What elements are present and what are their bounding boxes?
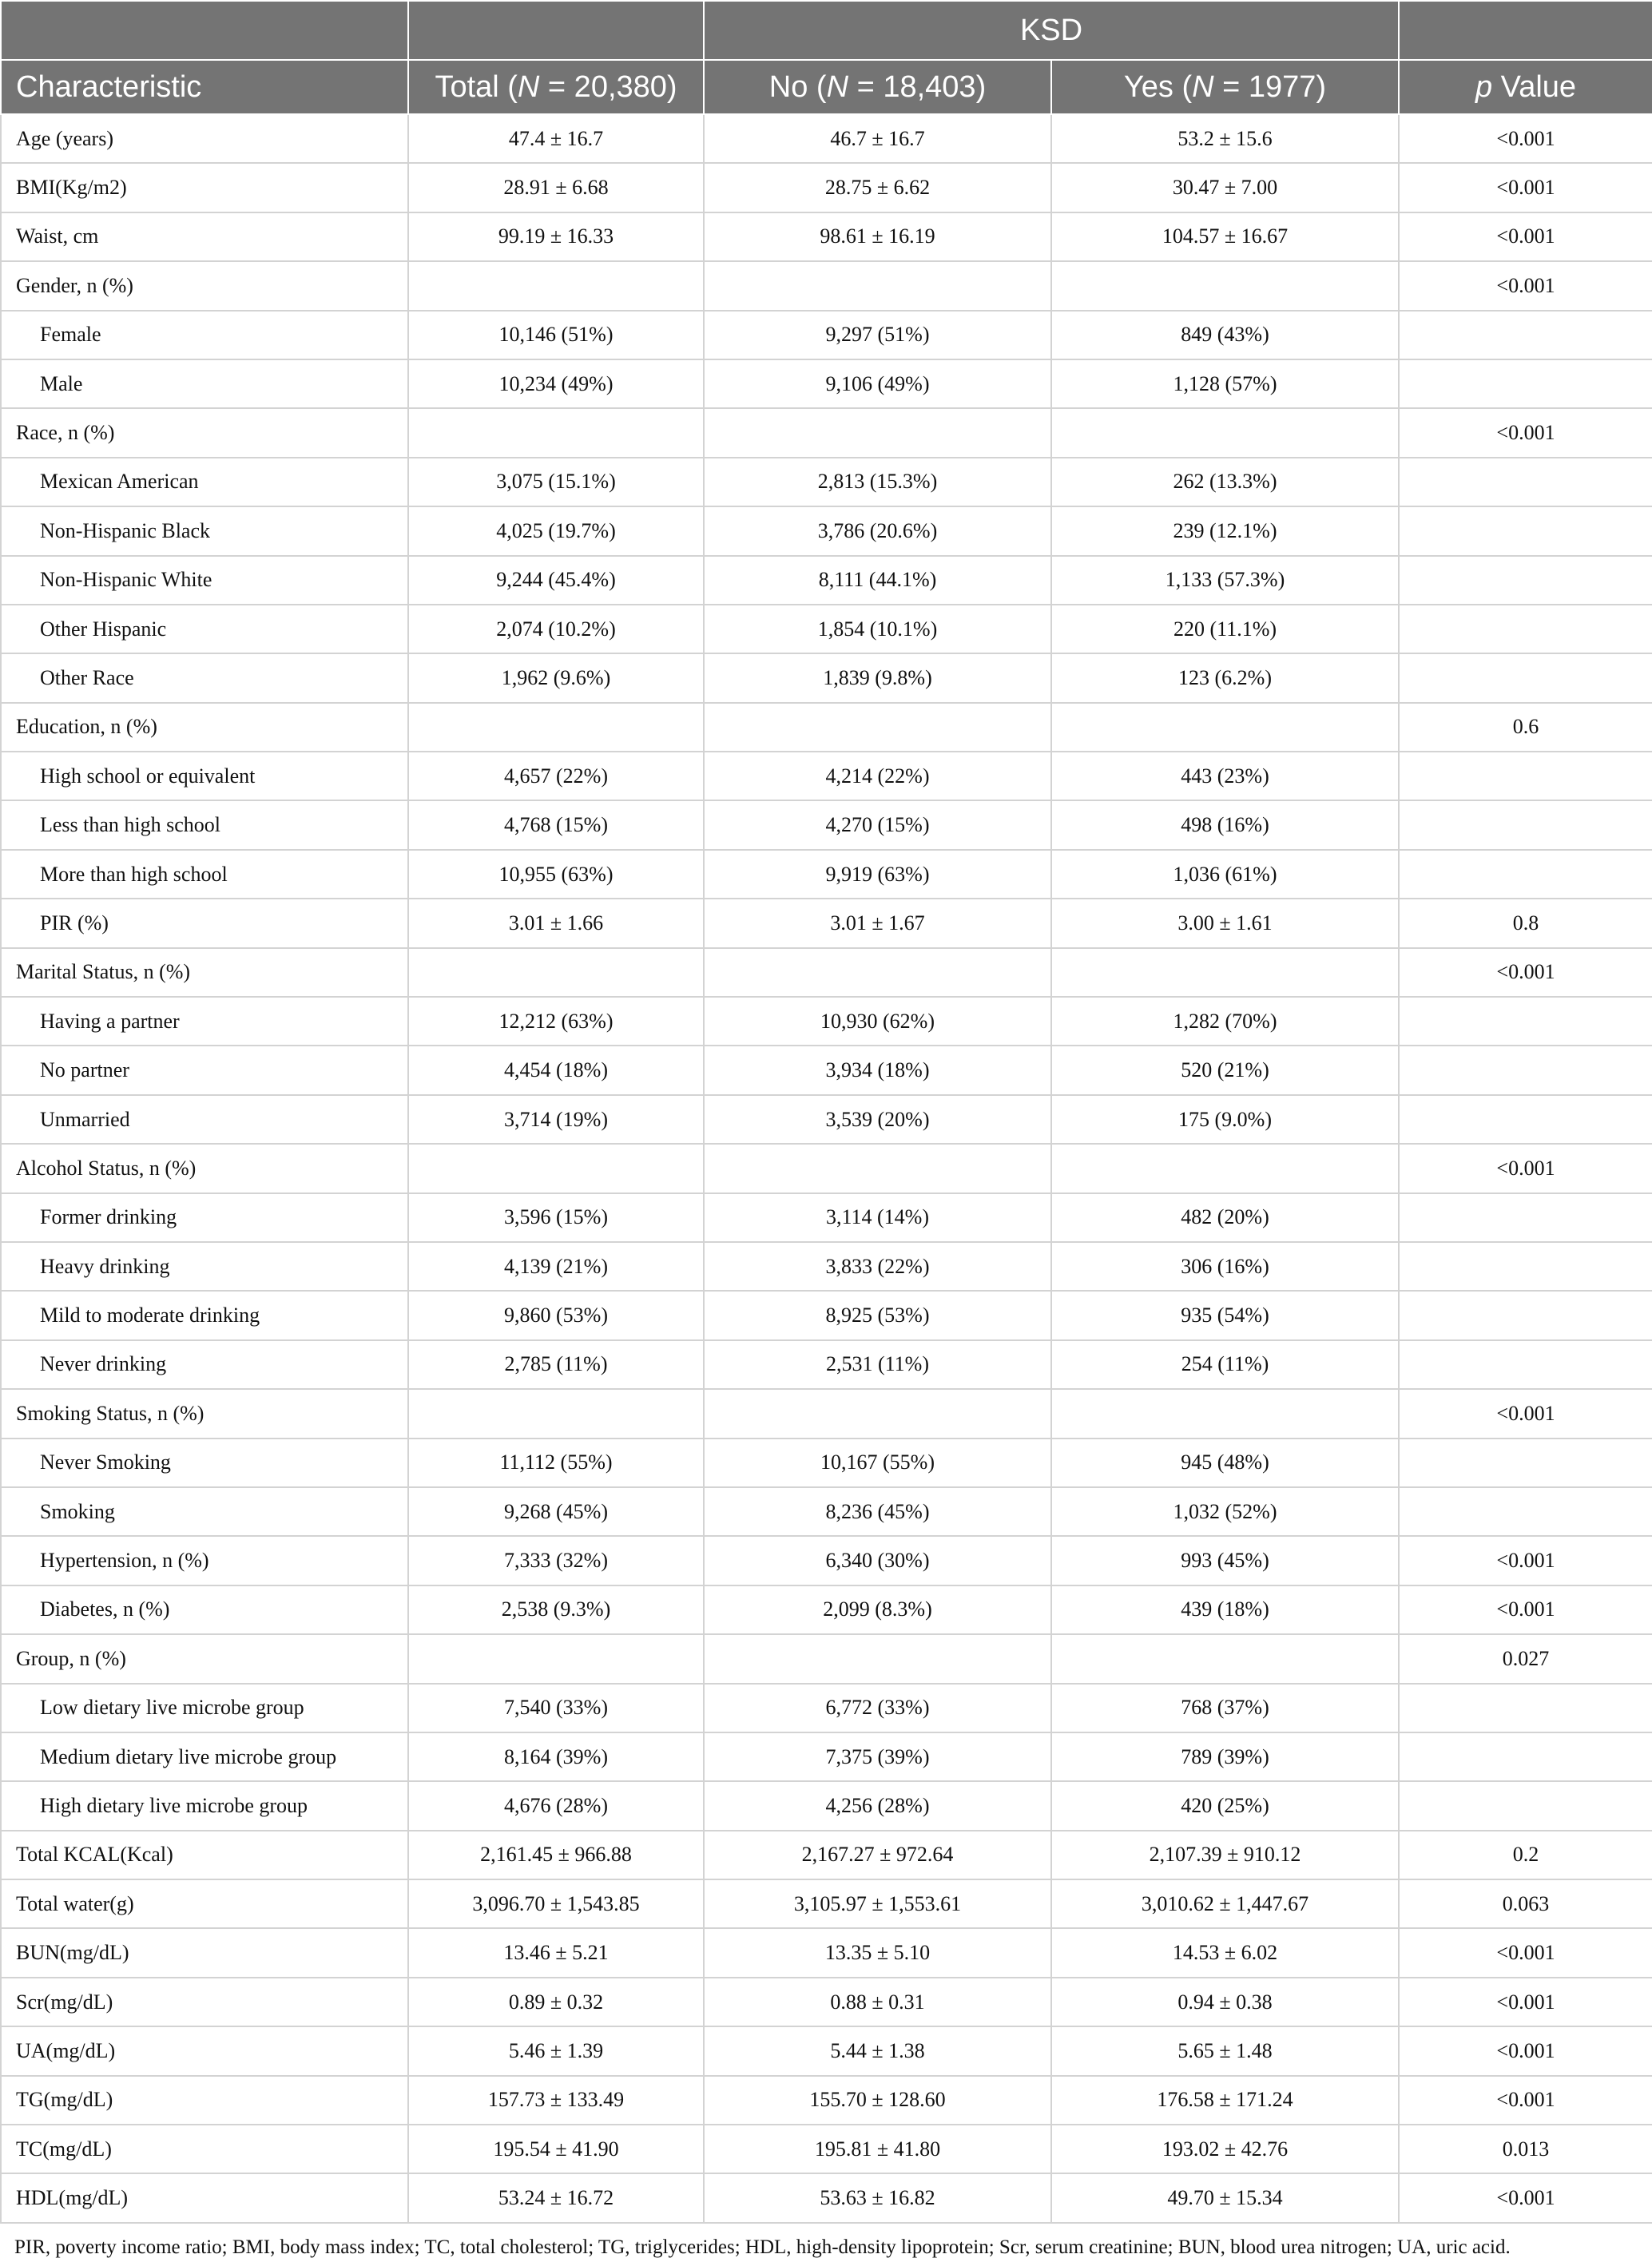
cell-no: 9,919 (63%) xyxy=(704,850,1051,899)
cell-p-value: 0.2 xyxy=(1399,1831,1652,1879)
cell-p-value: <0.001 xyxy=(1399,1585,1652,1634)
row-label: Having a partner xyxy=(1,997,408,1046)
row-label: Total KCAL(Kcal) xyxy=(1,1831,408,1879)
cell-p-value: <0.001 xyxy=(1399,212,1652,261)
cell-no: 46.7 ± 16.7 xyxy=(704,114,1051,163)
row-label: Other Hispanic xyxy=(1,605,408,653)
cell-p-value xyxy=(1399,1291,1652,1339)
cell-p-value xyxy=(1399,1487,1652,1536)
row-label: Education, n (%) xyxy=(1,703,408,752)
row-label: Female xyxy=(1,311,408,359)
cell-yes xyxy=(1051,948,1399,997)
row-label: Non-Hispanic White xyxy=(1,556,408,605)
table-row xyxy=(1,703,1652,752)
cell-yes: 239 (12.1%) xyxy=(1051,506,1399,555)
cell-total: 4,139 (21%) xyxy=(408,1242,704,1291)
cell-total: 3,075 (15.1%) xyxy=(408,458,704,506)
row-label: Unmarried xyxy=(1,1095,408,1144)
row-label: Alcohol Status, n (%) xyxy=(1,1144,408,1193)
cell-yes: 993 (45%) xyxy=(1051,1536,1399,1585)
cell-p-value: <0.001 xyxy=(1399,1144,1652,1193)
table-row xyxy=(1,1831,1652,1879)
cell-total xyxy=(408,703,704,752)
cell-yes: 498 (16%) xyxy=(1051,800,1399,849)
cell-total: 9,860 (53%) xyxy=(408,1291,704,1339)
cell-total: 3.01 ± 1.66 xyxy=(408,899,704,947)
row-label: PIR (%) xyxy=(1,899,408,947)
row-label: Never drinking xyxy=(1,1340,408,1389)
table-row xyxy=(1,1046,1652,1094)
cell-p-value xyxy=(1399,1340,1652,1389)
row-label: HDL(mg/dL) xyxy=(1,2173,408,2222)
cell-yes: 420 (25%) xyxy=(1051,1781,1399,1830)
cell-no: 3,934 (18%) xyxy=(704,1046,1051,1094)
cell-yes: 945 (48%) xyxy=(1051,1439,1399,1487)
cell-no: 2,099 (8.3%) xyxy=(704,1585,1051,1634)
cell-p-value xyxy=(1399,850,1652,899)
row-label: Race, n (%) xyxy=(1,408,408,457)
row-label: Group, n (%) xyxy=(1,1634,408,1683)
table-row xyxy=(1,114,1652,163)
table-row xyxy=(1,1781,1652,1830)
table-row xyxy=(1,1340,1652,1389)
cell-yes: 254 (11%) xyxy=(1051,1340,1399,1389)
cell-no: 3,786 (20.6%) xyxy=(704,506,1051,555)
row-label: Marital Status, n (%) xyxy=(1,948,408,997)
table-row xyxy=(1,212,1652,261)
header-blank xyxy=(408,1,704,60)
row-label: Less than high school xyxy=(1,800,408,849)
row-label: Heavy drinking xyxy=(1,1242,408,1291)
cell-yes: 123 (6.2%) xyxy=(1051,653,1399,702)
cell-no: 1,839 (9.8%) xyxy=(704,653,1051,702)
cell-p-value: <0.001 xyxy=(1399,2173,1652,2222)
cell-p-value xyxy=(1399,605,1652,653)
header-row-columns xyxy=(1,60,1652,114)
row-label: No partner xyxy=(1,1046,408,1094)
cell-total: 10,234 (49%) xyxy=(408,359,704,408)
cell-total: 4,768 (15%) xyxy=(408,800,704,849)
table-row xyxy=(1,2173,1652,2222)
cell-total: 3,096.70 ± 1,543.85 xyxy=(408,1879,704,1928)
table-row xyxy=(1,653,1652,702)
cell-total: 2,161.45 ± 966.88 xyxy=(408,1831,704,1879)
cell-p-value xyxy=(1399,311,1652,359)
table-row xyxy=(1,2125,1652,2173)
cell-no xyxy=(704,1144,1051,1193)
cell-p-value xyxy=(1399,1193,1652,1242)
cell-no: 3,539 (20%) xyxy=(704,1095,1051,1144)
cell-p-value xyxy=(1399,556,1652,605)
cell-total: 7,333 (32%) xyxy=(408,1536,704,1585)
table-row xyxy=(1,605,1652,653)
table-row xyxy=(1,997,1652,1046)
header-characteristic: Characteristic xyxy=(1,60,408,114)
row-label: UA(mg/dL) xyxy=(1,2026,408,2075)
cell-yes: 104.57 ± 16.67 xyxy=(1051,212,1399,261)
cell-no: 4,270 (15%) xyxy=(704,800,1051,849)
cell-no: 53.63 ± 16.82 xyxy=(704,2173,1051,2222)
cell-p-value: <0.001 xyxy=(1399,948,1652,997)
cell-yes: 439 (18%) xyxy=(1051,1585,1399,1634)
row-label: More than high school xyxy=(1,850,408,899)
cell-p-value: <0.001 xyxy=(1399,1389,1652,1438)
cell-total: 99.19 ± 16.33 xyxy=(408,212,704,261)
cell-total: 8,164 (39%) xyxy=(408,1732,704,1781)
header-ksd-group: KSD xyxy=(704,1,1399,60)
cell-no: 28.75 ± 6.62 xyxy=(704,163,1051,212)
cell-p-value xyxy=(1399,1732,1652,1781)
cell-p-value xyxy=(1399,458,1652,506)
header-yes: Yes (N = 1977) xyxy=(1051,60,1399,114)
table-row xyxy=(1,1928,1652,1977)
cell-yes: 176.58 ± 171.24 xyxy=(1051,2076,1399,2125)
cell-total: 2,074 (10.2%) xyxy=(408,605,704,653)
cell-no: 2,813 (15.3%) xyxy=(704,458,1051,506)
cell-p-value xyxy=(1399,653,1652,702)
table-row xyxy=(1,408,1652,457)
cell-total xyxy=(408,948,704,997)
cell-yes xyxy=(1051,261,1399,310)
cell-yes: 1,133 (57.3%) xyxy=(1051,556,1399,605)
cell-total: 9,244 (45.4%) xyxy=(408,556,704,605)
cell-total: 5.46 ± 1.39 xyxy=(408,2026,704,2075)
cell-p-value: <0.001 xyxy=(1399,261,1652,310)
cell-yes: 520 (21%) xyxy=(1051,1046,1399,1094)
table-row xyxy=(1,1439,1652,1487)
cell-no: 9,297 (51%) xyxy=(704,311,1051,359)
table-row xyxy=(1,261,1652,310)
cell-yes: 262 (13.3%) xyxy=(1051,458,1399,506)
table-row xyxy=(1,1487,1652,1536)
row-label: Medium dietary live microbe group xyxy=(1,1732,408,1781)
cell-total xyxy=(408,1634,704,1683)
cell-p-value xyxy=(1399,1242,1652,1291)
cell-p-value: <0.001 xyxy=(1399,408,1652,457)
header-blank xyxy=(1399,1,1652,60)
row-label: Scr(mg/dL) xyxy=(1,1978,408,2026)
cell-total: 9,268 (45%) xyxy=(408,1487,704,1536)
cell-no: 8,111 (44.1%) xyxy=(704,556,1051,605)
table-row xyxy=(1,1879,1652,1928)
row-label: Smoking xyxy=(1,1487,408,1536)
cell-no: 3.01 ± 1.67 xyxy=(704,899,1051,947)
cell-yes xyxy=(1051,1389,1399,1438)
table-body xyxy=(1,114,1652,2223)
cell-yes: 3,010.62 ± 1,447.67 xyxy=(1051,1879,1399,1928)
table-row xyxy=(1,1634,1652,1683)
cell-yes: 193.02 ± 42.76 xyxy=(1051,2125,1399,2173)
cell-yes: 53.2 ± 15.6 xyxy=(1051,114,1399,163)
cell-p-value xyxy=(1399,1684,1652,1732)
cell-no: 98.61 ± 16.19 xyxy=(704,212,1051,261)
table-row xyxy=(1,1242,1652,1291)
row-label: Mexican American xyxy=(1,458,408,506)
cell-no: 2,531 (11%) xyxy=(704,1340,1051,1389)
cell-p-value xyxy=(1399,1439,1652,1487)
table-row xyxy=(1,458,1652,506)
cell-yes: 2,107.39 ± 910.12 xyxy=(1051,1831,1399,1879)
cell-p-value: <0.001 xyxy=(1399,2026,1652,2075)
header-p-value: p Value xyxy=(1399,60,1652,114)
table-row xyxy=(1,899,1652,947)
cell-yes xyxy=(1051,1144,1399,1193)
cell-yes: 1,032 (52%) xyxy=(1051,1487,1399,1536)
cell-total: 157.73 ± 133.49 xyxy=(408,2076,704,2125)
table-row xyxy=(1,163,1652,212)
cell-total: 4,025 (19.7%) xyxy=(408,506,704,555)
table-row xyxy=(1,2026,1652,2075)
cell-p-value xyxy=(1399,1095,1652,1144)
table-row xyxy=(1,1978,1652,2026)
cell-no: 2,167.27 ± 972.64 xyxy=(704,1831,1051,1879)
cell-total: 4,657 (22%) xyxy=(408,752,704,800)
table-row xyxy=(1,1095,1652,1144)
header-total: Total (N = 20,380) xyxy=(408,60,704,114)
cell-no: 4,256 (28%) xyxy=(704,1781,1051,1830)
table-row xyxy=(1,556,1652,605)
row-label: Former drinking xyxy=(1,1193,408,1242)
cell-no: 13.35 ± 5.10 xyxy=(704,1928,1051,1977)
table-row xyxy=(1,359,1652,408)
row-label: TG(mg/dL) xyxy=(1,2076,408,2125)
cell-total: 3,714 (19%) xyxy=(408,1095,704,1144)
table-row xyxy=(1,850,1652,899)
cell-p-value xyxy=(1399,752,1652,800)
cell-p-value xyxy=(1399,997,1652,1046)
row-label: BUN(mg/dL) xyxy=(1,1928,408,1977)
cell-no: 1,854 (10.1%) xyxy=(704,605,1051,653)
table-row xyxy=(1,2076,1652,2125)
cell-p-value: 0.6 xyxy=(1399,703,1652,752)
cell-p-value xyxy=(1399,506,1652,555)
row-label: Hypertension, n (%) xyxy=(1,1536,408,1585)
cell-no: 8,236 (45%) xyxy=(704,1487,1051,1536)
table-row xyxy=(1,1585,1652,1634)
cell-p-value: <0.001 xyxy=(1399,1928,1652,1977)
row-label: Other Race xyxy=(1,653,408,702)
table-footnote: PIR, poverty income ratio; BMI, body mass index; TC, total cholesterol; TG, triglycerides; HDL, high-density lipoprotein; Scr, serum creatinine; BUN, blood urea nitrogen; UA, uric acid. xyxy=(14,2236,1511,2258)
cell-p-value: <0.001 xyxy=(1399,163,1652,212)
cell-no: 4,214 (22%) xyxy=(704,752,1051,800)
cell-no: 0.88 ± 0.31 xyxy=(704,1978,1051,2026)
row-label: Mild to moderate drinking xyxy=(1,1291,408,1339)
cell-yes: 14.53 ± 6.02 xyxy=(1051,1928,1399,1977)
cell-yes: 3.00 ± 1.61 xyxy=(1051,899,1399,947)
header-no: No (N = 18,403) xyxy=(704,60,1051,114)
cell-yes: 768 (37%) xyxy=(1051,1684,1399,1732)
cell-yes: 443 (23%) xyxy=(1051,752,1399,800)
cell-yes: 1,282 (70%) xyxy=(1051,997,1399,1046)
cell-no xyxy=(704,1634,1051,1683)
cell-p-value: <0.001 xyxy=(1399,114,1652,163)
cell-p-value xyxy=(1399,1781,1652,1830)
row-label: Gender, n (%) xyxy=(1,261,408,310)
cell-total: 28.91 ± 6.68 xyxy=(408,163,704,212)
row-label: Non-Hispanic Black xyxy=(1,506,408,555)
cell-p-value: 0.8 xyxy=(1399,899,1652,947)
cell-total xyxy=(408,408,704,457)
table-header xyxy=(1,1,1652,114)
row-label: Diabetes, n (%) xyxy=(1,1585,408,1634)
cell-yes: 30.47 ± 7.00 xyxy=(1051,163,1399,212)
cell-total: 3,596 (15%) xyxy=(408,1193,704,1242)
row-label: Total water(g) xyxy=(1,1879,408,1928)
table-row xyxy=(1,1389,1652,1438)
row-label: TC(mg/dL) xyxy=(1,2125,408,2173)
table-row xyxy=(1,506,1652,555)
cell-total: 53.24 ± 16.72 xyxy=(408,2173,704,2222)
cell-no: 6,340 (30%) xyxy=(704,1536,1051,1585)
cell-no: 3,114 (14%) xyxy=(704,1193,1051,1242)
cell-no: 3,105.97 ± 1,553.61 xyxy=(704,1879,1051,1928)
table-row xyxy=(1,311,1652,359)
cell-total: 11,112 (55%) xyxy=(408,1439,704,1487)
cell-no xyxy=(704,261,1051,310)
cell-yes: 175 (9.0%) xyxy=(1051,1095,1399,1144)
cell-yes: 482 (20%) xyxy=(1051,1193,1399,1242)
cell-total xyxy=(408,1389,704,1438)
cell-total: 2,538 (9.3%) xyxy=(408,1585,704,1634)
cell-total: 195.54 ± 41.90 xyxy=(408,2125,704,2173)
cell-total: 47.4 ± 16.7 xyxy=(408,114,704,163)
cell-no: 5.44 ± 1.38 xyxy=(704,2026,1051,2075)
cell-yes: 49.70 ± 15.34 xyxy=(1051,2173,1399,2222)
cell-total: 2,785 (11%) xyxy=(408,1340,704,1389)
header-row-group xyxy=(1,1,1652,60)
row-label: Never Smoking xyxy=(1,1439,408,1487)
cell-total: 10,955 (63%) xyxy=(408,850,704,899)
table-row xyxy=(1,752,1652,800)
cell-no xyxy=(704,703,1051,752)
cell-p-value xyxy=(1399,800,1652,849)
cell-no: 7,375 (39%) xyxy=(704,1732,1051,1781)
cell-yes: 220 (11.1%) xyxy=(1051,605,1399,653)
cell-yes: 1,036 (61%) xyxy=(1051,850,1399,899)
row-label: High school or equivalent xyxy=(1,752,408,800)
cell-yes xyxy=(1051,408,1399,457)
cell-no xyxy=(704,1389,1051,1438)
cell-total: 13.46 ± 5.21 xyxy=(408,1928,704,1977)
cell-yes: 849 (43%) xyxy=(1051,311,1399,359)
cell-yes: 1,128 (57%) xyxy=(1051,359,1399,408)
table-row xyxy=(1,1684,1652,1732)
cell-yes: 5.65 ± 1.48 xyxy=(1051,2026,1399,2075)
table-row xyxy=(1,1144,1652,1193)
cell-total: 4,454 (18%) xyxy=(408,1046,704,1094)
cell-total xyxy=(408,261,704,310)
cell-yes: 0.94 ± 0.38 xyxy=(1051,1978,1399,2026)
cell-no: 9,106 (49%) xyxy=(704,359,1051,408)
row-label: Low dietary live microbe group xyxy=(1,1684,408,1732)
cell-no: 10,167 (55%) xyxy=(704,1439,1051,1487)
cell-no: 8,925 (53%) xyxy=(704,1291,1051,1339)
cell-total: 1,962 (9.6%) xyxy=(408,653,704,702)
table-row xyxy=(1,1732,1652,1781)
cell-no: 6,772 (33%) xyxy=(704,1684,1051,1732)
cell-yes: 306 (16%) xyxy=(1051,1242,1399,1291)
cell-yes: 935 (54%) xyxy=(1051,1291,1399,1339)
table-row xyxy=(1,1291,1652,1339)
cell-p-value: 0.063 xyxy=(1399,1879,1652,1928)
row-label: Male xyxy=(1,359,408,408)
cell-no: 155.70 ± 128.60 xyxy=(704,2076,1051,2125)
cell-total: 10,146 (51%) xyxy=(408,311,704,359)
row-label: Waist, cm xyxy=(1,212,408,261)
cell-no: 3,833 (22%) xyxy=(704,1242,1051,1291)
cell-p-value xyxy=(1399,1046,1652,1094)
cell-yes: 789 (39%) xyxy=(1051,1732,1399,1781)
cell-total: 7,540 (33%) xyxy=(408,1684,704,1732)
table-row xyxy=(1,1536,1652,1585)
cell-total: 12,212 (63%) xyxy=(408,997,704,1046)
cell-p-value: 0.013 xyxy=(1399,2125,1652,2173)
table-row xyxy=(1,1193,1652,1242)
cell-p-value: <0.001 xyxy=(1399,1978,1652,2026)
cell-no xyxy=(704,408,1051,457)
row-label: Age (years) xyxy=(1,114,408,163)
table-row xyxy=(1,948,1652,997)
cell-yes xyxy=(1051,703,1399,752)
cell-no xyxy=(704,948,1051,997)
cell-p-value xyxy=(1399,359,1652,408)
cell-total xyxy=(408,1144,704,1193)
cell-no: 195.81 ± 41.80 xyxy=(704,2125,1051,2173)
row-label: BMI(Kg/m2) xyxy=(1,163,408,212)
cell-yes xyxy=(1051,1634,1399,1683)
cell-p-value: 0.027 xyxy=(1399,1634,1652,1683)
row-label: Smoking Status, n (%) xyxy=(1,1389,408,1438)
cell-total: 0.89 ± 0.32 xyxy=(408,1978,704,2026)
cell-p-value: <0.001 xyxy=(1399,1536,1652,1585)
header-blank xyxy=(1,1,408,60)
cell-total: 4,676 (28%) xyxy=(408,1781,704,1830)
cell-no: 10,930 (62%) xyxy=(704,997,1051,1046)
table-row xyxy=(1,800,1652,849)
row-label: High dietary live microbe group xyxy=(1,1781,408,1830)
cell-p-value: <0.001 xyxy=(1399,2076,1652,2125)
